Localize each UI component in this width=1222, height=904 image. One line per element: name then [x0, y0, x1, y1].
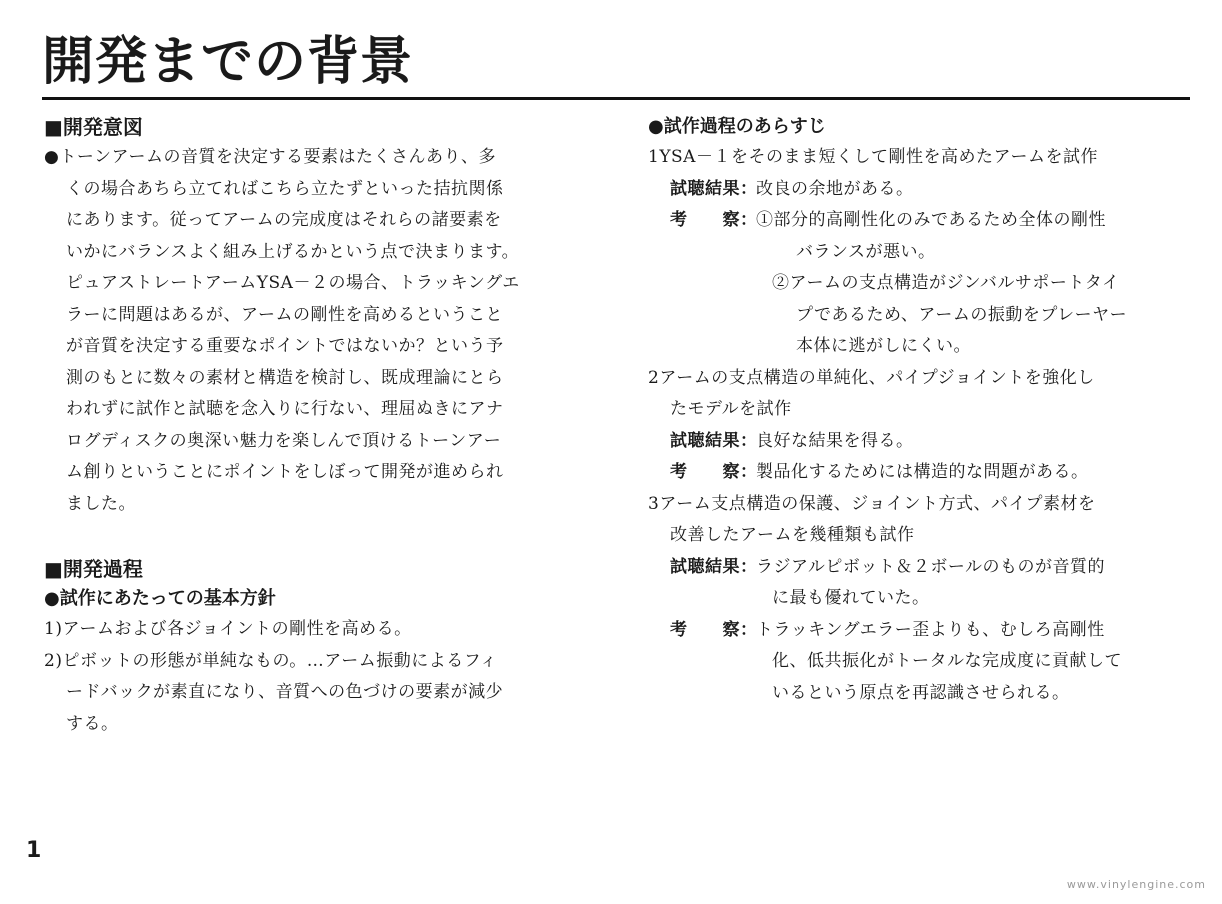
title-underline — [42, 97, 1190, 100]
consideration-text: ②アームの支点構造がジンバルサポートタイ — [772, 273, 1120, 293]
intent-line: ラーに問題はあるが、アームの剛性を高めるということ — [66, 304, 503, 325]
intent-line: ●トーンアームの音質を決定する要素はたくさんあり、多 — [44, 147, 496, 167]
result-label: 試聴結果： — [670, 178, 758, 199]
intent-line: ピュアストレートアームYSA－２の場合、トラッキングエ — [66, 273, 520, 293]
consideration-text: トラッキングエラー歪よりも、むしろ高剛性 — [756, 619, 1105, 640]
stage-3-result — [648, 552, 1194, 584]
right-column — [648, 112, 1194, 709]
intent-paragraph — [44, 142, 604, 520]
policy-item: 1)アームおよび各ジョイントの剛性を高める。 — [44, 619, 412, 639]
intent-line: われずに試作と試聴を念入りに行ない、理屈ぬきにアナ — [66, 399, 504, 419]
result-text: 改良の余地がある。 — [756, 178, 914, 199]
stage-2-line: 2アームの支点構造の単純化、パイプジョイントを強化し — [648, 367, 1095, 388]
result-label: 試聴結果： — [670, 556, 758, 577]
result-text: に最も優れていた。 — [772, 588, 930, 608]
stage-2-result — [648, 426, 1194, 458]
intent-line: ム創りということにポイントをしぼって開発が進められ — [66, 462, 504, 482]
consideration-text: いるという原点を再認識させられる。 — [772, 682, 1070, 703]
policy-list — [44, 614, 604, 740]
consideration-text: ①部分的高剛性化のみであるため全体の剛性 — [756, 210, 1106, 230]
prototype-summary-heading: ●試作過程のあらすじ — [648, 116, 826, 137]
stage-2-line-continued: たモデルを試作 — [670, 399, 792, 419]
policy-item-continued: ードバックが素直になり、音質への色づけの要素が減少 — [66, 682, 504, 702]
stage-3-line-continued: 改善したアームを幾種類も試作 — [670, 525, 915, 545]
stage-3-line: 3アーム支点構造の保護、ジョイント方式、パイプ素材を — [648, 493, 1096, 514]
intent-line: が音質を決定する重要なポイントではないか？という予 — [66, 336, 504, 356]
intent-line: 測のもとに数々の素材と構造を検討し、既成理論にとら — [66, 367, 504, 388]
intent-line: くの場合あちら立てればこちら立たずといった拮抗関係 — [66, 178, 504, 199]
intent-line: いかにバランスよく組み上げるかという点で決まります。 — [66, 241, 520, 262]
stage-1-line: 1YSA－１をそのまま短くして剛性を高めたアームを試作 — [648, 147, 1098, 167]
stage-2-consideration — [648, 457, 1194, 489]
consideration-text: 本体に逃がしにくい。 — [796, 336, 971, 356]
consideration-text: バランスが悪い。 — [796, 241, 936, 262]
stage-3-consideration — [648, 615, 1194, 647]
intent-line: にあります。従ってアームの完成度はそれらの諸要素を — [66, 210, 502, 230]
result-label: 試聴結果： — [670, 430, 758, 451]
policy-item: 2)ピボットの形態が単純なもの。…アーム振動によるフィ — [44, 650, 498, 671]
intent-line: ました。 — [66, 493, 136, 514]
intent-line: ログディスクの奥深い魅力を楽しんで頂けるトーンアー — [66, 430, 502, 451]
stage-1-result — [648, 174, 1194, 206]
process-heading: ■開発過程 — [44, 557, 143, 581]
page-title: 開発までの背景 — [42, 32, 414, 92]
consideration-label: 考 察： — [670, 462, 758, 482]
result-text: ラジアルピボット＆２ボールのものが音質的 — [756, 556, 1105, 577]
page-number: 1 — [26, 838, 42, 863]
stage-1-consideration — [648, 205, 1194, 237]
result-text: 良好な結果を得る。 — [756, 430, 914, 451]
policy-heading: ●試作にあたっての基本方針 — [44, 588, 276, 609]
consideration-text: プであるため、アームの振動をプレーヤー — [796, 304, 1128, 325]
watermark: www.vinylengine.com — [1066, 878, 1206, 891]
left-column — [44, 112, 604, 740]
intent-heading: ■開発意図 — [44, 115, 143, 139]
consideration-label: 考 察： — [670, 210, 758, 230]
consideration-text: 製品化するためには構造的な問題がある。 — [756, 462, 1089, 482]
policy-item-continued: する。 — [66, 713, 119, 734]
consideration-label: 考 察： — [670, 619, 758, 640]
consideration-text: 化、低共振化がトータルな完成度に貢献して — [772, 651, 1122, 671]
